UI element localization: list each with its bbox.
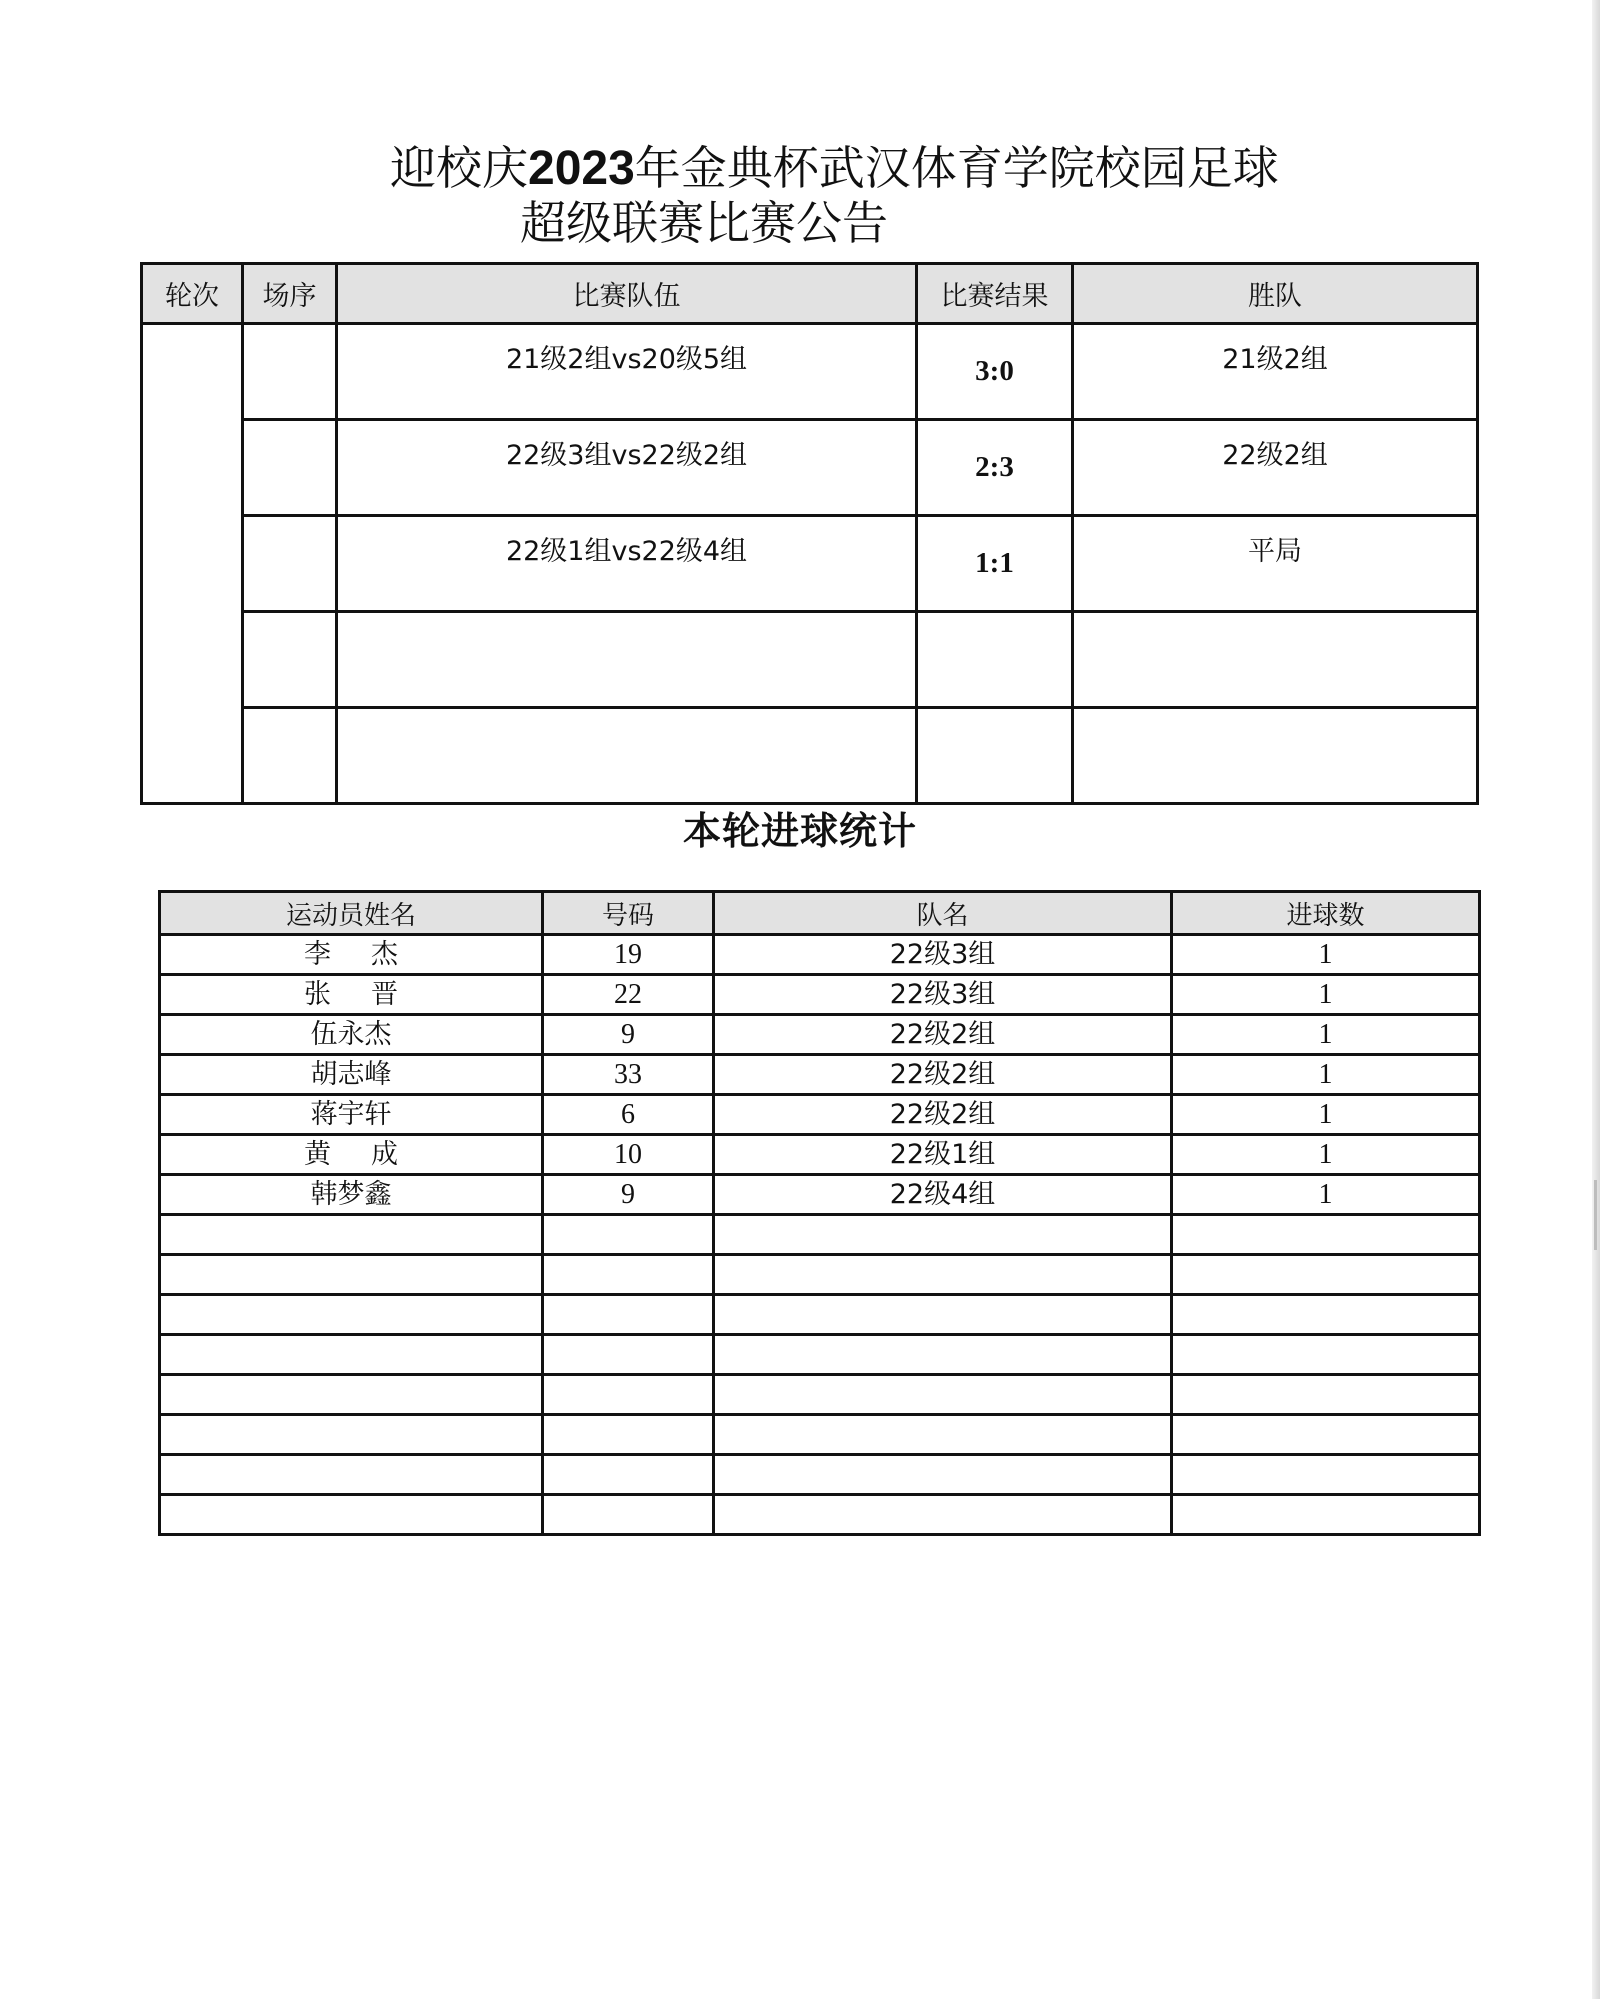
goals-count-cell <box>1172 1495 1480 1535</box>
header-round: 轮次 <box>142 264 243 324</box>
team-name-cell: 22级4组 <box>714 1175 1172 1215</box>
goals-count-cell <box>1172 1335 1480 1375</box>
team-name-cell <box>714 1495 1172 1535</box>
header-order: 场序 <box>243 264 337 324</box>
winner-cell: 22级2组 <box>1073 420 1478 516</box>
table-row <box>160 1295 1480 1335</box>
header-number: 号码 <box>543 892 714 935</box>
player-name-cell <box>160 1375 543 1415</box>
goals-count-cell: 1 <box>1172 1135 1480 1175</box>
team-name-cell: 22级2组 <box>714 1055 1172 1095</box>
player-number-cell: 33 <box>543 1055 714 1095</box>
header-teams: 比赛队伍 <box>337 264 917 324</box>
player-number-cell: 9 <box>543 1175 714 1215</box>
player-number-cell <box>543 1335 714 1375</box>
header-player-name: 运动员姓名 <box>160 892 543 935</box>
table-row <box>160 1175 1480 1215</box>
table-row <box>142 612 1478 708</box>
player-name-cell <box>160 975 543 1015</box>
player-name-text: 黄成 <box>304 1139 438 1170</box>
title-year: 2023 <box>528 142 635 195</box>
team-name-cell: 22级1组 <box>714 1135 1172 1175</box>
result-cell: 3:0 <box>917 324 1073 420</box>
round-cell <box>142 324 243 804</box>
goals-count-cell: 1 <box>1172 975 1480 1015</box>
order-cell <box>243 612 337 708</box>
header-winner: 胜队 <box>1073 264 1478 324</box>
player-name-text: 李杰 <box>304 939 438 970</box>
player-name-cell <box>160 1335 543 1375</box>
goal-table-header-row <box>160 892 1480 935</box>
player-number-cell <box>543 1255 714 1295</box>
table-row <box>142 708 1478 804</box>
table-row <box>160 1135 1480 1175</box>
player-number-cell: 9 <box>543 1015 714 1055</box>
player-name-cell <box>160 1255 543 1295</box>
player-name-cell: 胡志峰 <box>160 1055 543 1095</box>
player-number-cell <box>543 1295 714 1335</box>
table-row <box>160 1335 1480 1375</box>
announcement-title-line2: 超级联赛比赛公告 <box>520 196 888 250</box>
result-cell: 2:3 <box>917 420 1073 516</box>
page-edge-scrollbar <box>1592 0 1600 1999</box>
team-name-cell <box>714 1335 1172 1375</box>
player-name-cell <box>160 1495 543 1535</box>
goals-count-cell: 1 <box>1172 1015 1480 1055</box>
goals-count-cell <box>1172 1255 1480 1295</box>
winner-cell <box>1073 708 1478 804</box>
goals-count-cell: 1 <box>1172 935 1480 975</box>
player-name-cell <box>160 935 543 975</box>
goals-count-cell <box>1172 1295 1480 1335</box>
team-name-cell <box>714 1415 1172 1455</box>
order-cell <box>243 420 337 516</box>
winner-cell: 21级2组 <box>1073 324 1478 420</box>
player-name-cell: 蒋宇轩 <box>160 1095 543 1135</box>
match-schedule-table <box>140 262 1479 805</box>
player-name-cell: 伍永杰 <box>160 1015 543 1055</box>
table-row <box>142 516 1478 612</box>
table-row <box>160 1055 1480 1095</box>
goal-stats-table <box>158 890 1481 1536</box>
announcement-title-line1 <box>390 141 1279 195</box>
team-name-cell <box>714 1255 1172 1295</box>
player-number-cell: 22 <box>543 975 714 1015</box>
table-row <box>142 324 1478 420</box>
player-number-cell: 6 <box>543 1095 714 1135</box>
header-result: 比赛结果 <box>917 264 1073 324</box>
goals-count-cell <box>1172 1455 1480 1495</box>
player-number-cell: 19 <box>543 935 714 975</box>
teams-cell <box>337 708 917 804</box>
table-row <box>160 1455 1480 1495</box>
player-number-cell <box>543 1215 714 1255</box>
goal-stats-title: 本轮进球统计 <box>682 809 917 853</box>
player-number-cell <box>543 1415 714 1455</box>
header-team-name: 队名 <box>714 892 1172 935</box>
team-name-cell <box>714 1375 1172 1415</box>
team-name-cell <box>714 1215 1172 1255</box>
player-number-cell <box>543 1375 714 1415</box>
teams-cell: 22级3组vs22级2组 <box>337 420 917 516</box>
player-name-text: 张晋 <box>304 979 438 1010</box>
order-cell <box>243 708 337 804</box>
player-name-cell <box>160 1135 543 1175</box>
table-row <box>160 1375 1480 1415</box>
player-name-cell <box>160 1455 543 1495</box>
teams-cell <box>337 612 917 708</box>
table-row <box>160 1495 1480 1535</box>
player-name-cell <box>160 1215 543 1255</box>
result-cell: 1:1 <box>917 516 1073 612</box>
team-name-cell: 22级2组 <box>714 1095 1172 1135</box>
teams-cell: 22级1组vs22级4组 <box>337 516 917 612</box>
title-suffix: 年金典杯武汉体育学院校园足球 <box>634 141 1279 195</box>
player-name-cell: 韩梦鑫 <box>160 1175 543 1215</box>
result-cell <box>917 708 1073 804</box>
player-name-cell <box>160 1415 543 1455</box>
table-row <box>160 1015 1480 1055</box>
table-row <box>160 1215 1480 1255</box>
team-name-cell <box>714 1455 1172 1495</box>
team-name-cell: 22级3组 <box>714 975 1172 1015</box>
player-number-cell <box>543 1495 714 1535</box>
table-row <box>142 420 1478 516</box>
goals-count-cell <box>1172 1375 1480 1415</box>
teams-cell: 21级2组vs20级5组 <box>337 324 917 420</box>
table-row <box>160 1255 1480 1295</box>
team-name-cell: 22级3组 <box>714 935 1172 975</box>
goal-table-body <box>160 935 1480 1535</box>
title-prefix: 迎校庆 <box>390 141 528 195</box>
player-number-cell: 10 <box>543 1135 714 1175</box>
table-row <box>160 935 1480 975</box>
team-name-cell: 22级2组 <box>714 1015 1172 1055</box>
winner-cell: 平局 <box>1073 516 1478 612</box>
order-cell <box>243 516 337 612</box>
result-cell <box>917 612 1073 708</box>
goals-count-cell: 1 <box>1172 1055 1480 1095</box>
table-row <box>160 975 1480 1015</box>
order-cell <box>243 324 337 420</box>
goals-count-cell <box>1172 1215 1480 1255</box>
table-row <box>160 1095 1480 1135</box>
goals-count-cell <box>1172 1415 1480 1455</box>
player-name-cell <box>160 1295 543 1335</box>
goals-count-cell: 1 <box>1172 1095 1480 1135</box>
winner-cell <box>1073 612 1478 708</box>
player-number-cell <box>543 1455 714 1495</box>
match-table-header-row <box>142 264 1478 324</box>
table-row <box>160 1415 1480 1455</box>
goals-count-cell: 1 <box>1172 1175 1480 1215</box>
team-name-cell <box>714 1295 1172 1335</box>
header-goals: 进球数 <box>1172 892 1480 935</box>
